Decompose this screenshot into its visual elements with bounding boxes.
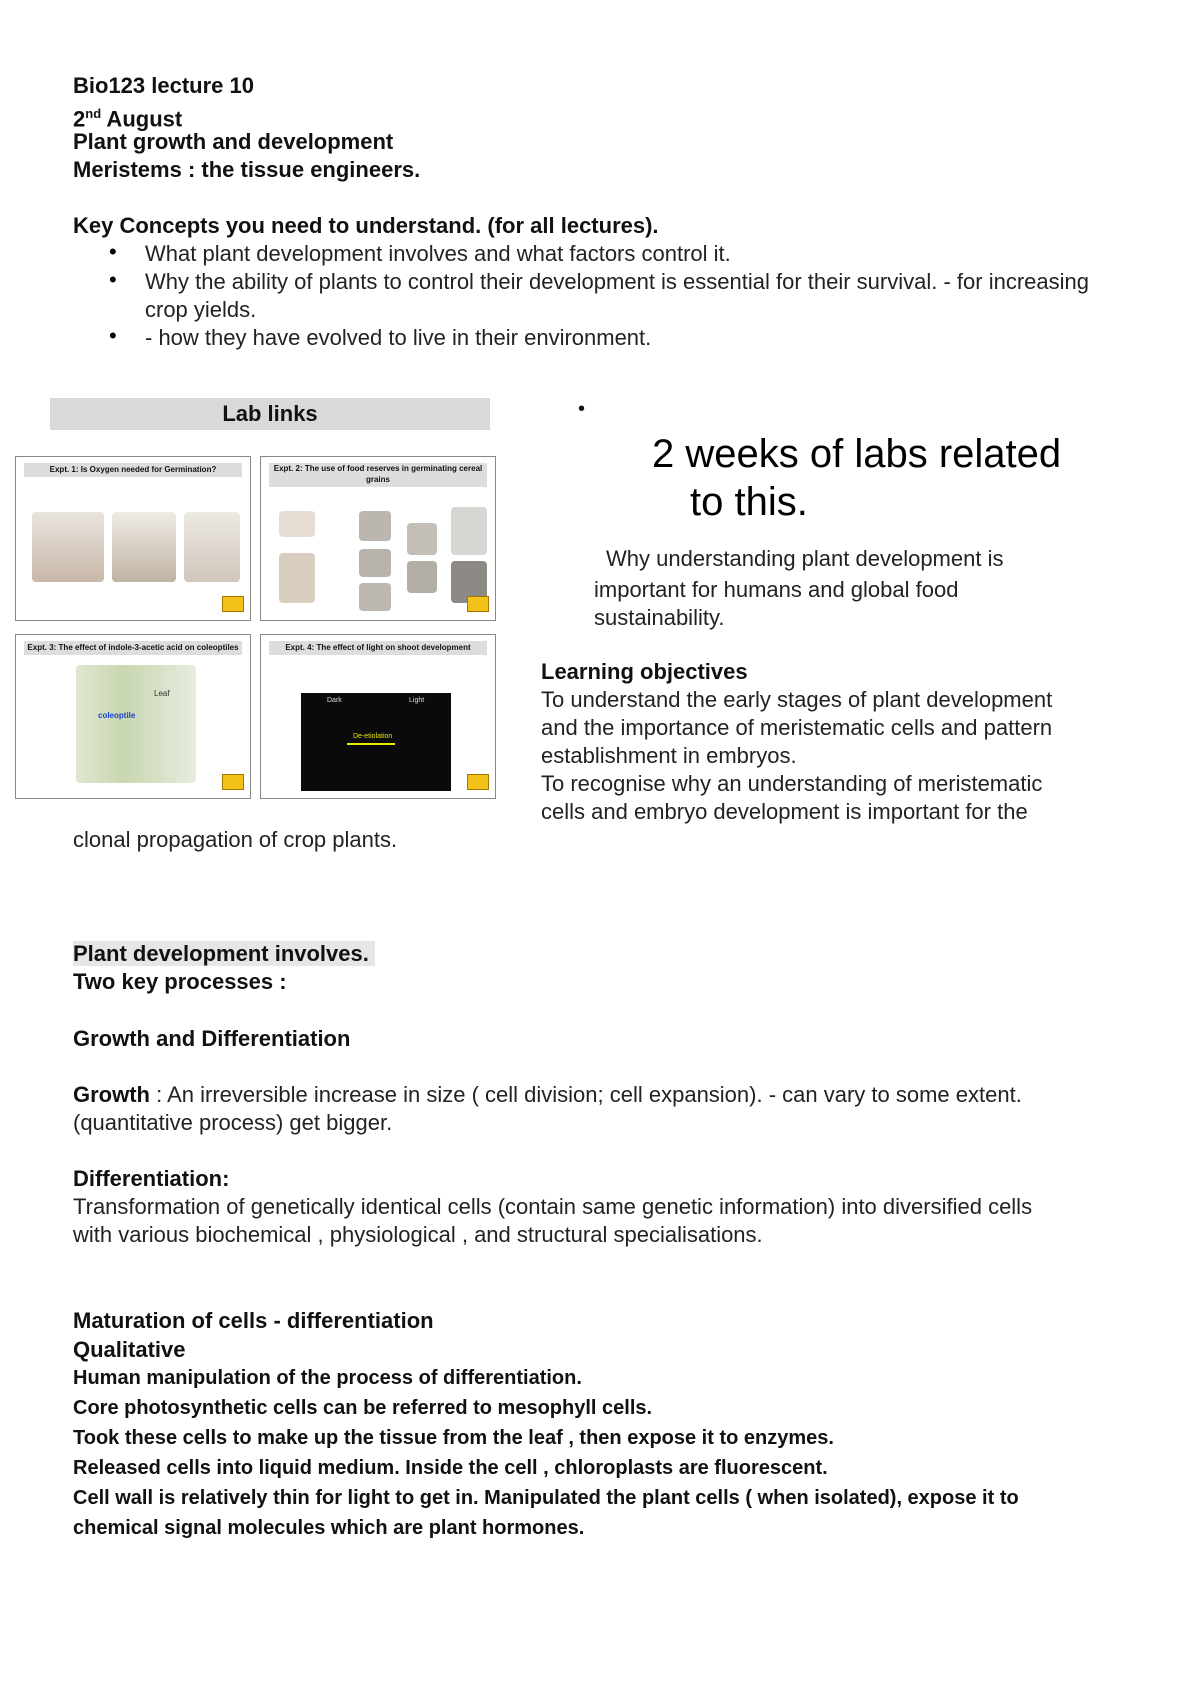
why-line: sustainability. <box>594 605 725 630</box>
lab-panel-expt3 <box>15 634 251 799</box>
bullet-marker: • <box>578 398 586 420</box>
maturation-subheading: Qualitative <box>73 1337 186 1362</box>
dish-photo <box>359 511 391 541</box>
sticky-note-icon <box>222 596 244 612</box>
dish-photo <box>359 549 391 577</box>
flask-photo <box>184 512 240 582</box>
key-concepts-heading: Key Concepts you need to understand. (for all lectures). <box>73 213 659 238</box>
dish-photo <box>279 553 315 603</box>
labs-callout <box>652 430 1061 526</box>
objective-line: and the importance of meristematic cells and pattern <box>541 715 1053 740</box>
maturation-line: Core photosynthetic cells can be referred to mesophyll cells. <box>73 1397 653 1419</box>
lab-panel-expt1 <box>15 456 251 621</box>
labs-callout-line: 2 weeks of labs related <box>652 432 1062 476</box>
coleoptile-label: coleoptile <box>98 711 136 720</box>
sticky-note-icon <box>467 596 489 612</box>
leaf-label: Leaf <box>154 689 170 698</box>
growth-definition-cont: (quantitative process) get bigger. <box>73 1110 393 1135</box>
differentiation-heading: Differentiation: <box>73 1166 230 1191</box>
labs-callout-line: to this. <box>690 480 808 524</box>
sticky-note-icon <box>467 774 489 790</box>
lecture-topic: Plant growth and development <box>73 129 394 154</box>
dish-photo <box>407 523 437 555</box>
light-label: Light <box>409 697 425 704</box>
maturation-heading: Maturation of cells - differentiation <box>73 1308 434 1333</box>
processes-heading: Growth and Differentiation <box>73 1026 351 1051</box>
flask-photo <box>32 512 104 582</box>
key-concept-item: • - how they have evolved to live in their environment. <box>73 324 1103 352</box>
key-concept-item: • What plant development involves and what factors control it. <box>73 240 1103 268</box>
device-photo <box>451 507 487 555</box>
etiolation-diagram <box>301 693 451 791</box>
maturation-line: Released cells into liquid medium. Inside the cell , chloroplasts are fluorescent. <box>73 1457 828 1479</box>
objective-line: To recognise why an understanding of meristematic <box>541 771 1043 796</box>
panel-title: Expt. 3: The effect of indole-3-acetic acid on coleoptiles <box>24 641 242 655</box>
objective-line: establishment in embryos. <box>541 743 797 768</box>
learning-objectives-heading: Learning objectives <box>541 659 748 684</box>
flask-photo <box>112 512 176 582</box>
maturation-line: Human manipulation of the process of differentiation. <box>73 1367 582 1389</box>
objective-line: To understand the early stages of plant development <box>541 687 1053 712</box>
maturation-line: Took these cells to make up the tissue from the leaf , then expose it to enzymes. <box>73 1427 834 1449</box>
development-subheading: Two key processes : <box>73 969 287 994</box>
dish-photo <box>359 583 391 611</box>
objective-line: cells and embryo development is important for the <box>541 799 1028 824</box>
dark-label: Dark <box>327 697 342 704</box>
objective-line: clonal propagation of crop plants. <box>73 827 398 852</box>
lecture-title: Bio123 lecture 10 <box>73 73 254 98</box>
why-line: Why understanding plant development is <box>606 546 1004 571</box>
growth-definition: Growth : An irreversible increase in size ( cell division; cell expansion). - can vary to some extent. <box>73 1082 1022 1107</box>
key-concept-item: • Why the ability of plants to control their development is essential for their survival. - for increasing crop yields. <box>73 268 1103 324</box>
arrow-label: De-etiolation <box>353 733 393 740</box>
panel-title: Expt. 1: Is Oxygen needed for Germination? <box>24 463 242 477</box>
dish-photo <box>279 511 315 537</box>
lab-panel-expt4 <box>260 634 496 799</box>
sticky-note-icon <box>222 774 244 790</box>
coleoptile-photo <box>76 665 196 783</box>
lecture-subtopic: Meristems : the tissue engineers. <box>73 157 421 182</box>
panel-title: Expt. 4: The effect of light on shoot development <box>269 641 487 655</box>
maturation-line: chemical signal molecules which are plant hormones. <box>73 1517 585 1539</box>
lab-links-title: Lab links <box>50 398 490 430</box>
maturation-line: Cell wall is relatively thin for light to get in. Manipulated the plant cells ( when isolated), expose it to <box>73 1487 1019 1509</box>
differentiation-text: with various biochemical , physiological , and structural specialisations. <box>73 1222 763 1247</box>
panel-title: Expt. 2: The use of food reserves in germinating cereal grains <box>269 463 487 487</box>
arrow-icon <box>347 743 395 745</box>
development-heading: Plant development involves. <box>73 940 375 968</box>
lab-panel-expt2 <box>260 456 496 621</box>
why-line: important for humans and global food <box>594 577 959 602</box>
key-concepts-list <box>73 240 1103 352</box>
lecture-date: 2nd August <box>73 106 183 132</box>
differentiation-text: Transformation of genetically identical cells (contain same genetic information) into diversified cells <box>73 1194 1033 1219</box>
dish-photo <box>407 561 437 593</box>
